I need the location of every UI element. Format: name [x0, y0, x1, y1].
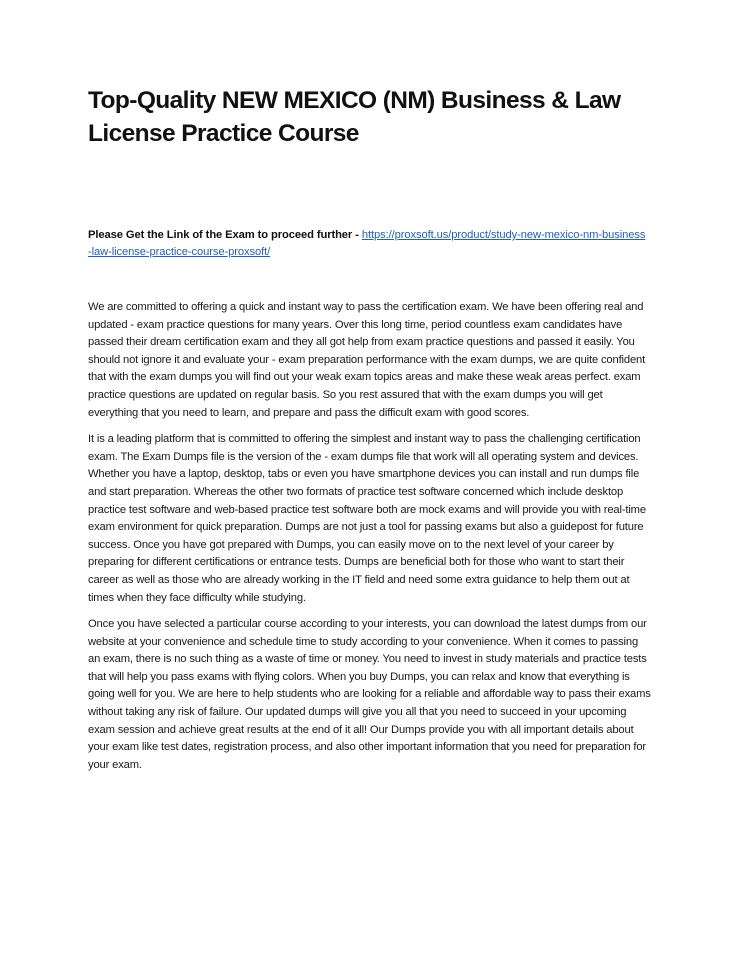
body-paragraph-1: We are committed to offering a quick and instant way to pass the certification exam. We have been offering real and updated - exam practice questions for many years. Over this long time, period countless exam candidates have passed their dream certification exam and they all got help from exam practice questions and passed it easily. You should not ignore it and evaluate your - exam preparation performance with the exam dumps, we are quite confident that with the exam dumps you will find out your weak exam topics areas and make these weak areas perfect. exam practice questions are updated on regular basis. So you rest assured that with the exam dumps you will get everything that you need to learn, and prepare and pass the difficult exam with good scores.	[88, 301, 646, 419]
body-paragraph-3: Once you have selected a particular course according to your interests, you can download the latest dumps from our website at your convenience and schedule time to study according to your convenience. When it comes to passing an exam, there is no such thing as a waste of time or money. You need to invest in study materials and practice tests that will help you pass exams with flying colors. When you buy Dumps, you can relax and know that everything is going well for you. We are here to help students who are looking for a reliable and affordable way to pass their exams without taking any risk of failure. Our updated dumps will give you all that you need to succeed in your upcoming exam session and achieve great results at the end of it all! Our Dumps provide you with all important details about your exam like test dates, registration process, and also other important information that you need for preparation for your exam.	[88, 618, 651, 771]
link-prompt: Please Get the Link of the Exam to proceed further -	[88, 229, 362, 241]
page-title: Top-Quality NEW MEXICO (NM) Business & Law License Practice Course	[88, 87, 621, 147]
link-paragraph	[88, 227, 648, 261]
exam-link[interactable]: https://proxsoft.us/product/study-new-mexico-nm-business-law-license-practice-course-proxsoft/	[88, 229, 646, 258]
body-paragraph-2: It is a leading platform that is committed to offering the simplest and instant way to pass the challenging certification exam. The Exam Dumps file is the version of the - exam dumps file that work will all operating system and devices. Whether you have a laptop, desktop, tabs or even you have smartphone devices you can install and run dumps file and start preparation. Whereas the other two formats of practice test software concerned which include desktop practice test software and web-based practice test software both are mock exams and will provide you with real-time exam environment for quick preparation. Dumps are not just a tool for passing exams but also a guidepost for future success. Once you have got prepared with Dumps, you can easily move on to the next level of your career by preparing for different certifications or entrance tests. Dumps are beneficial both for those who want to start their career as well as those who are already working in the IT field and need some extra guidance to help them out at times when they face difficulty while studying.	[88, 433, 646, 604]
body-text	[88, 299, 651, 783]
